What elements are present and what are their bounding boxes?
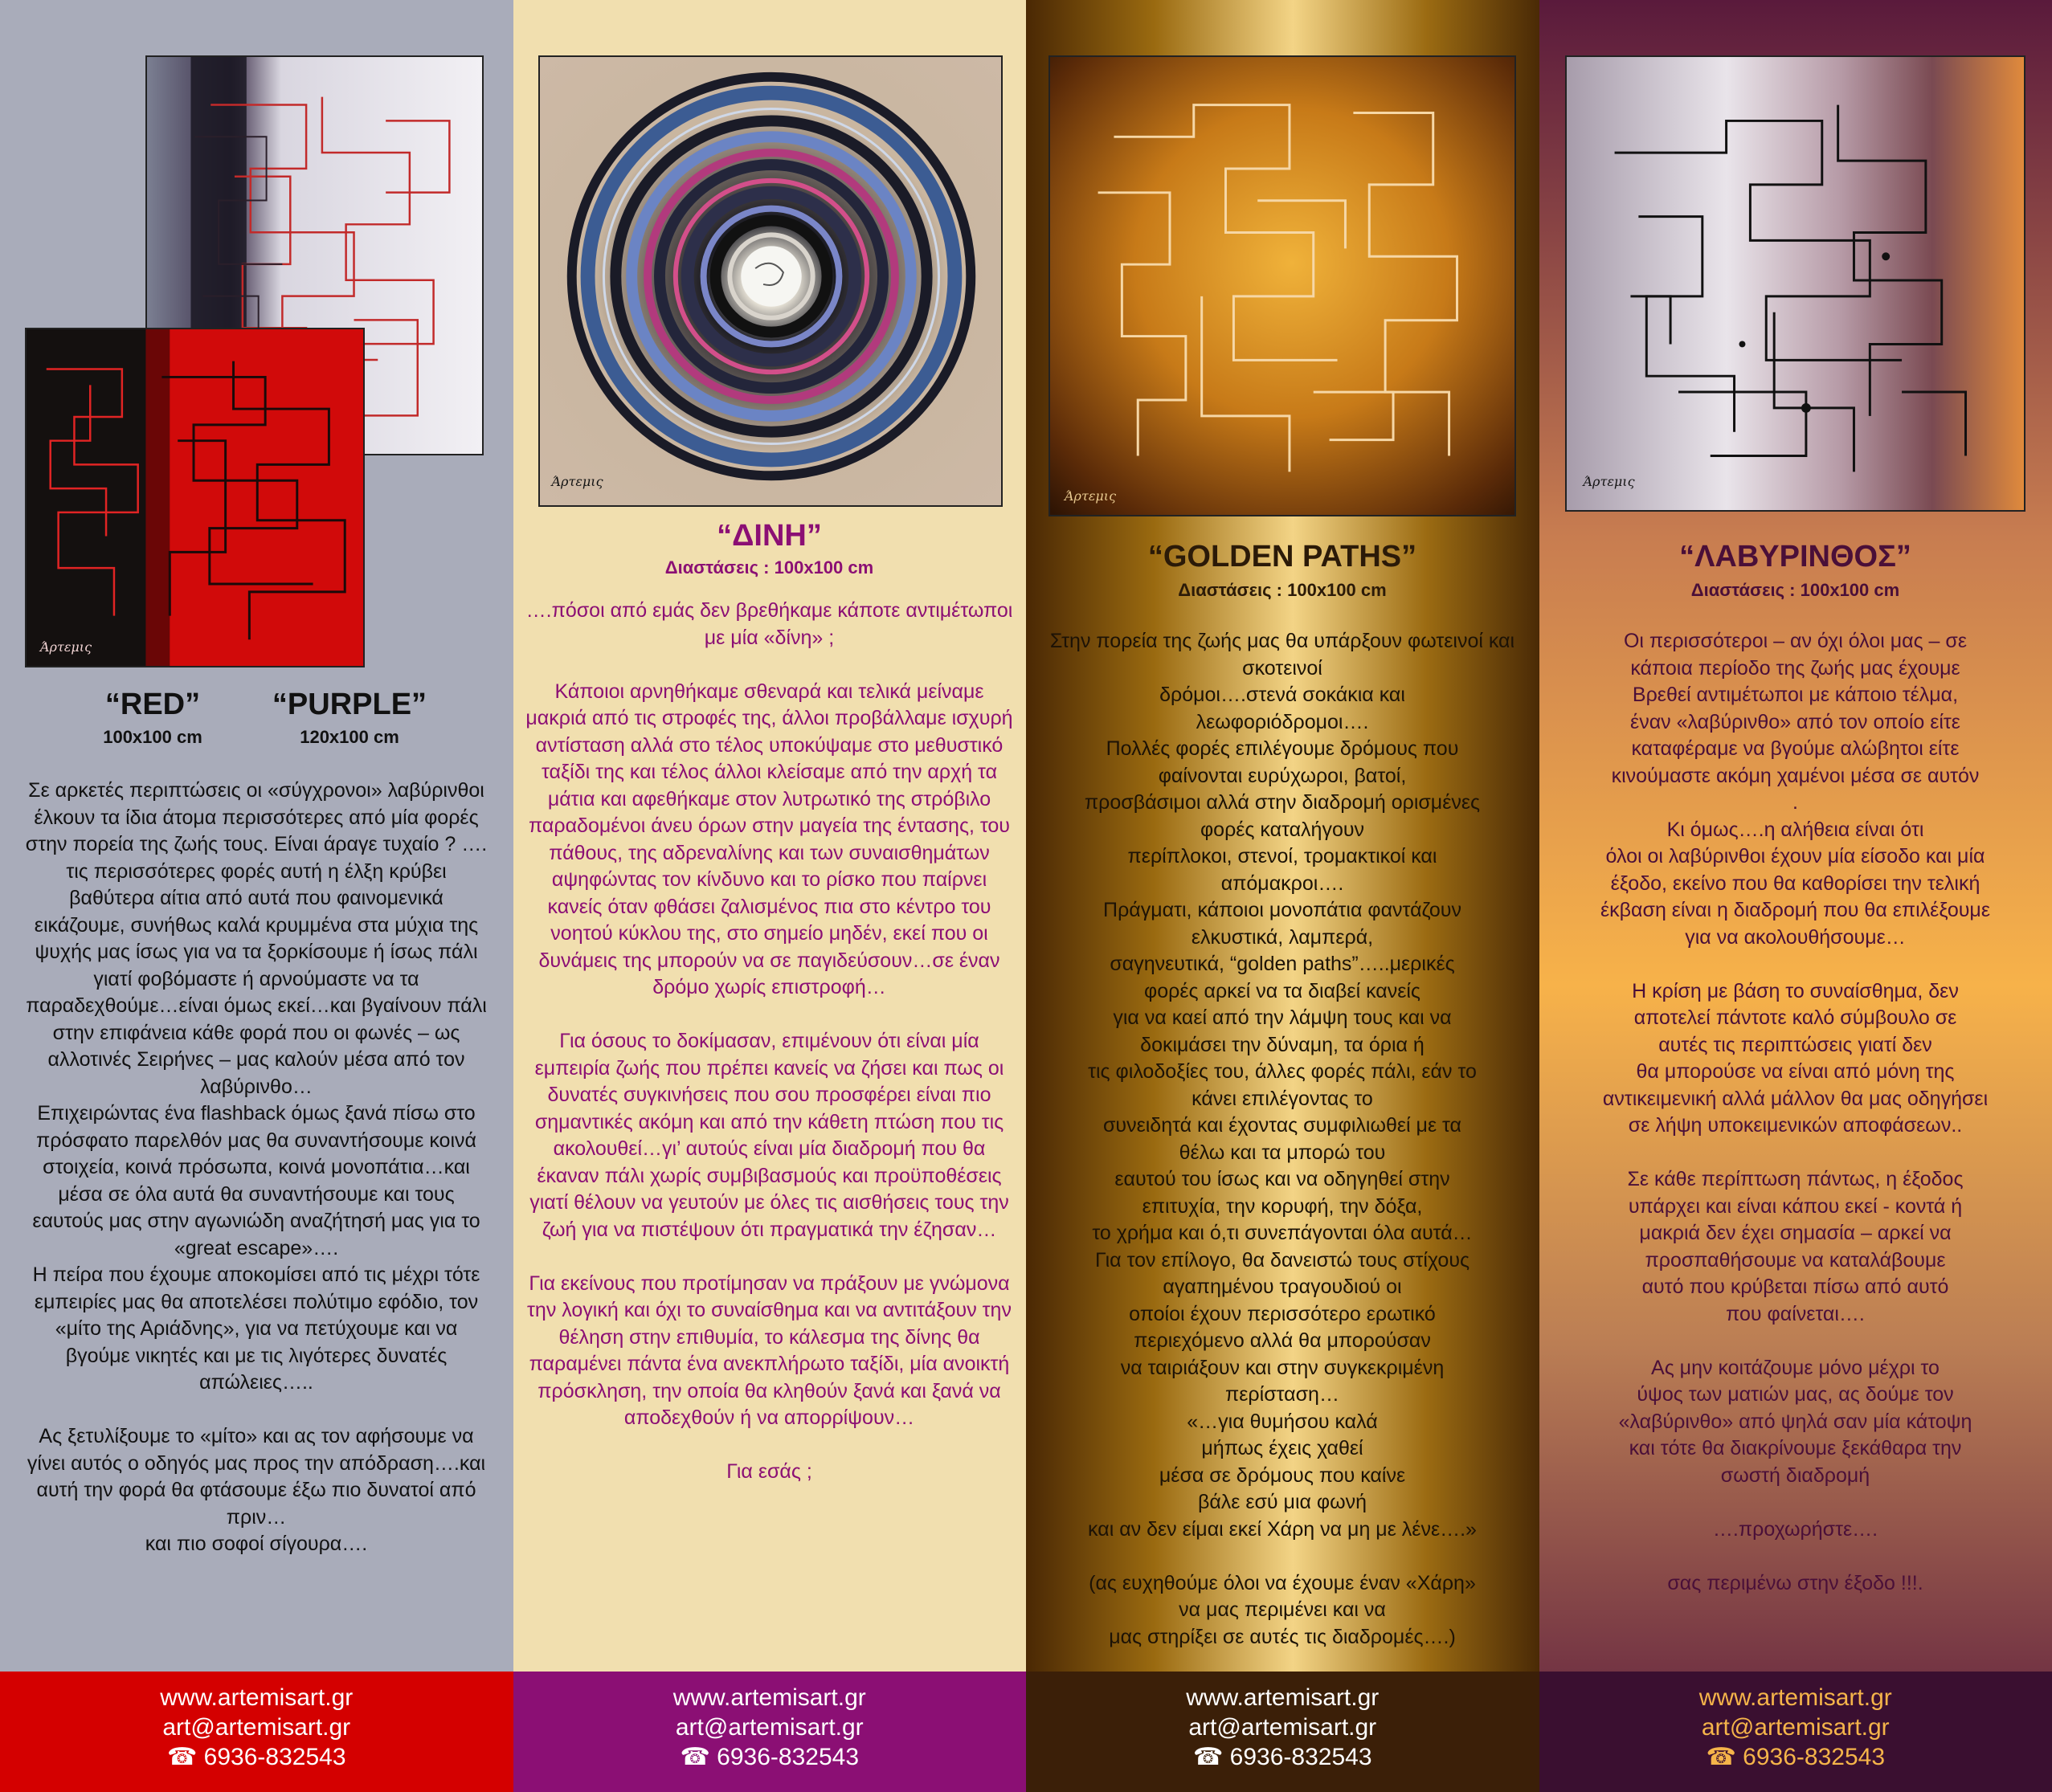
painting-signature: Άρτεμις (1583, 474, 1635, 489)
painting-signature: Άρτεμις (1065, 488, 1117, 504)
title-labyrinth: “ΛΑΒΥΡΙΝΘΟΣ” (1679, 540, 1911, 574)
body-text-labyrinth: Οι περισσότεροι – αν όχι όλοι μας – σε κάποια περίοδο της ζωής μας έχουμε Βρεθεί αντιμέτωποι με κάποιο τέλμα, έναν «λαβύρινθο» από τον οποίο είτε καταφέραμε να βγούμε αλώβητοι είτε κινούμαστε ακόμη χαμένοι μέσα σε αυτόν . Κι όμως….η αλήθεια είναι ότι όλοι οι λαβύρινθοι έχουν μία είσοδο και μία έξοδο, εκείνο που θα καθορίσει την τελική έκβαση είναι η διαδρομή που θα επιλέξουμε για να ακολουθήσουμε… Η κρίση με βάση το συναίσθημα, δεν αποτελεί πάντοτε καλό σύμβουλο σε αυτές τις περιπτώσεις γιατί δεν θα μπορούσε να είναι από μόνη της αντικειμενική αλλά μάλλον θα μας οδηγήσει σε λήψη υποκειμενικών αποφάσεων.. Σε κάθε περίπτωση πάντως, η έξοδος υπάρχει και είναι κάπου εκεί - κοντά ή μακριά δεν έχει σημασία – αρκεί να προσπαθήσουμε να καταλάβουμε αυτό που κρύβεται πίσω από αυτό που φαίνεται…. Ας μην κοιτάζουμε μόνο μέχρι το ύψος των ματιών μας, ας δούμε τον «λαβύρινθο» από ψηλά σαν μία κάτοψη και τότε θα διακρίνουμε ξεκάθαρα την σωστή διαδρομή ….προχωρήστε…. σας περιμένω στην έξοδο !!!. (1600, 630, 1990, 1594)
website-link[interactable]: www.artemisart.gr (672, 1684, 866, 1711)
body-text-golden-paths: Στην πορεία της ζωής μας θα υπάρξουν φωτεινοί και σκοτεινοί δρόμοι….στενά σοκάκια και λεωφοριόδρομοι…. Πολλές φορές επιλέγουμε δρόμους που φαίνονται ευρύχωροι, βατοί, προσβάσιμοι αλλά στην διαδρομή ορισμένες φορές καταλήγουν περίπλοκοι, στενοί, τρομακτικοί και απόμακροι…. Πράγματι, κάποιοι μονοπάτια φαντάζουν ελκυστικά, λαμπερά, σαγηνευτικά, “golden paths”…..μερικές φορές αρκεί να τα διαβεί κανείς για να καεί από την λάμψη τους και να δοκιμάσει την δύναμη, τα όρια ή τις φιλοδοξίες του, άλλες φορές πάλι, εάν το κάνει επιλέγοντας το συνειδητά και έχοντας συμφιλιωθεί με τα θέλω και τα μπορώ του εαυτού του ίσως και να οδηγηθεί στην επιτυχία, την κορυφή, την δόξα, το χρήμα και ό,τι συνεπάγονται όλα αυτά… Για τον επίλογο, θα δανειστώ τους στίχους αγαπημένου τραγουδιού οι οποίοι έχουν περισσότερο ερωτικό περιεχόμενο αλλά θα μπορούσαν να ταιριάξουν και στην συγκεκριμένη περίσταση… «…για θυμήσου καλά μήπως έχεις χαθεί μέσα σε δρόμους που καίνε βάλε εσύ μια φωνή και αν δεν είμαι εκεί Χάρη να μη με λένε….» (ας ευχηθούμε όλοι να έχουμε έναν «Χάρη» να μας περιμένει και να μας στηρίξει σε αυτές τις διαδρομές….) (1049, 630, 1515, 1648)
website-link[interactable]: www.artemisart.gr (1186, 1684, 1380, 1711)
phone-number: ☎ 6936-832543 (166, 1744, 346, 1770)
dims-dini: Διαστάσεις : 100x100 cm (664, 557, 874, 578)
email-link[interactable]: art@artemisart.gr (675, 1714, 864, 1741)
footer-contact (0, 1672, 513, 1792)
phone-number: ☎ 6936-832543 (680, 1744, 860, 1770)
email-link[interactable]: art@artemisart.gr (1701, 1714, 1890, 1741)
footer-contact (1539, 1672, 2052, 1792)
painting-labyrinth (1565, 55, 2025, 512)
website-link[interactable]: www.artemisart.gr (160, 1684, 354, 1711)
email-link[interactable]: art@artemisart.gr (1188, 1714, 1377, 1741)
painting-red (25, 328, 365, 667)
painting-golden-paths (1048, 55, 1516, 516)
body-text-red-purple: Σε αρκετές περιπτώσεις οι «σύγχρονοι» λαβύρινθοι έλκουν τα ίδια άτομα περισσότερες από μία φορές στην πορεία της ζωής τους. Είναι άραγε τυχαίο ? …. τις περισσότερες φορές αυτή η έλξη κρύβει βαθύτερα αίτια από αυτά που φαινομενικά εικάζουμε, συνήθως καλά κρυμμένα στα μύχια της ψυχής μας ίσως για να τα ξορκίσουμε ή ίσως πάλι γιατί φοβόμαστε ή αρνούμαστε να τα παραδεχθούμε…είναι όμως εκεί…και βγαίνουν πάλι στην επιφάνεια κάθε φορά που οι φωνές – ως αλλοτινές Σειρήνες – μας καλούν μέσα από τον λαβύρινθο… Επιχειρώντας ένα flashback όμως ξανά πίσω στο πρόσφατο παρελθόν μας θα συναντήσουμε κοινά στοιχεία, κοινά πρόσωπα, κοινά μονοπάτια…και μέσα σε όλα αυτά θα συναντήσουμε και τους εαυτούς μας στην αγωνιώδη αναζήτησή μας για το «great escape»…. Η πείρα που έχουμε αποκομίσει από τις μέχρι τότε εμπειρίες μας θα αποτελέσει πολύτιμο εφόδιο, τον «μίτο της Αριάδνης», για να πετύχουμε και να βγούμε νικητές και με τις λιγότερες δυνατές απώλειες….. Ας ξετυλίξουμε το «μίτο» και ας τον αφήσουμε να γίνει αυτός ο οδηγός μας προς την απόδραση….και αυτή την φορά θα φτάσουμε έξω πιο δυνατοί από πριν… και πιο σοφοί σίγουρα…. (25, 779, 488, 1555)
title-dini: “ΔΙΝΗ” (717, 519, 822, 553)
panel-labyrinth (1539, 0, 2052, 1792)
dims-red: 100x100 cm (103, 727, 202, 747)
title-red: “RED” (104, 688, 201, 721)
title-purple: “PURPLE” (272, 688, 427, 721)
phone-number: ☎ 6936-832543 (1706, 1744, 1886, 1770)
painting-signature: Άρτεμις (551, 474, 603, 489)
painting-dini (538, 55, 1003, 507)
footer-contact (1026, 1672, 1539, 1792)
footer-contact (513, 1672, 1027, 1792)
title-golden-paths: “GOLDEN PATHS” (1147, 540, 1417, 574)
dims-golden-paths: Διαστάσεις : 100x100 cm (1178, 580, 1387, 600)
dims-labyrinth: Διαστάσεις : 100x100 cm (1690, 580, 1900, 600)
dims-purple: 120x100 cm (300, 727, 399, 747)
email-link[interactable]: art@artemisart.gr (162, 1714, 351, 1741)
panel-dini (513, 0, 1027, 1792)
website-link[interactable]: www.artemisart.gr (1698, 1684, 1892, 1711)
painting-signature: Άρτεμις (40, 639, 92, 655)
phone-number: ☎ 6936-832543 (1192, 1744, 1372, 1770)
body-text-dini: ….πόσοι από εμάς δεν βρεθήκαμε κάποτε αντιμέτωποι με μία «δίνη» ; Κάποιοι αρνηθήκαμε σθεναρά και τελικά μείναμε μακριά από τις στροφές της, άλλοι προβάλλαμε ισχυρή αντίσταση αλλά στο τέλος υποκύψαμε στο μεθυστικό ταξίδι της και τέλος άλλοι κλείσαμε από την αρχή τα μάτια και αφεθήκαμε στον λυτρωτικό της στρόβιλο παραδομένοι άνευ όρων στην μαγεία της έντασης, του πάθους, της αδρεναλίνης και των συναισθημάτων αψηφώντας τον κίνδυνο και το ρίσκο που παίρνει κανείς όταν φθάσει ζαλισμένος πια στο κέντρο του νοητού κύκλου της, στο σημείο μηδέν, εκεί που οι δυνάμεις της μπορούν να σε παγιδεύσουν…σε έναν δρόμο χωρίς επιστροφή… Για όσους το δοκίμασαν, επιμένουν ότι είναι μία εμπειρία ζωής που πρέπει κανείς να ζήσει και πως οι δυνατές συγκινήσεις που σου προσφέρει είναι πιο σημαντικές ακόμη και από την κάθετη πτώση που τις ακολουθεί…γι’ αυτούς είναι μία διαδρομή που θα έκαναν πάλι χωρίς συμβιβασμούς και προϋποθέσεις γιατί θέλουν να γευτούν με όλες τις αισθήσεις τους την ζωή για να πιστέψουν ότι πραγματικά την έζησαν… Για εκείνους που προτίμησαν να πράξουν με γνώμονα την λογική και όχι το συναίσθημα και να αντιτάξουν την θέληση στην επιθυμία, το κάλεσμα της δίνης θα παραμένει πάντα ένα ανεκπλήρωτο ταξίδι, μία ανοικτή πρόσκληση, την οποία θα κληθούν ξανά και ξανά να αποδεχθούν ή να απορρίψουν… Για εσάς ; (525, 599, 1013, 1483)
panel-red-purple (0, 0, 513, 1792)
panel-golden-paths (1026, 0, 1539, 1792)
